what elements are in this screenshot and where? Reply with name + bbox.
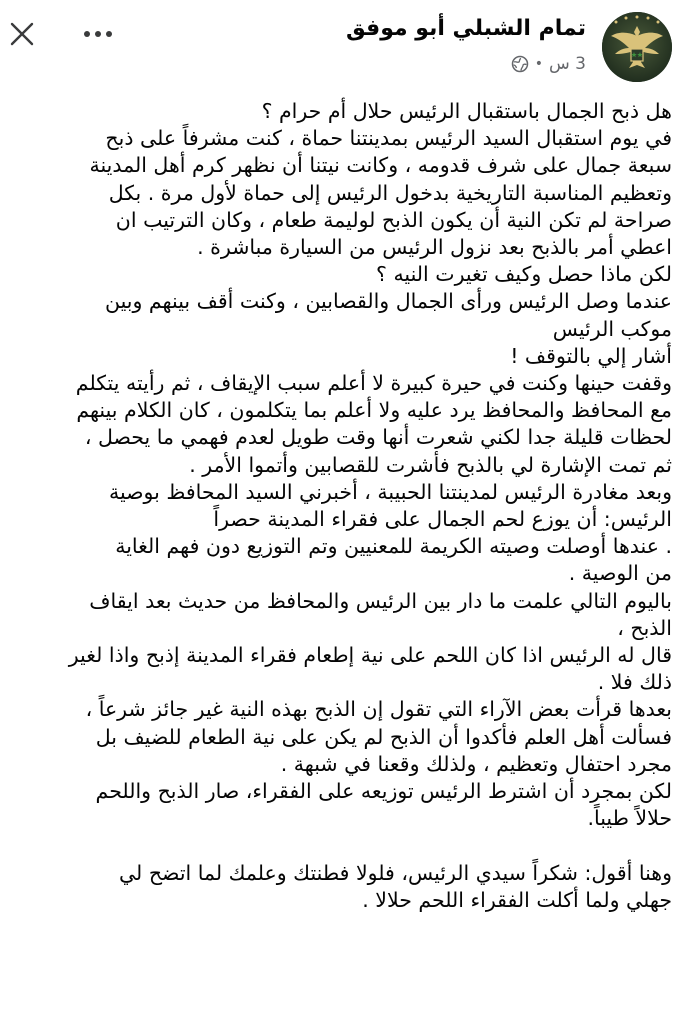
post-line: سبعة جمال على شرف قدومه ، وكانت نيتنا أن نظهر كرم أهل المدينة: [89, 153, 672, 178]
close-button[interactable]: [6, 18, 38, 50]
post-line: وتعظيم المناسبة التاريخية بدخول الرئيس إلى حماة لأول مرة . بكل: [108, 180, 672, 205]
post-line: ذلك فلا .: [597, 670, 672, 695]
post-line: لكن بمجرد أن اشترط الرئيس توزيعه على الفقراء، صار الذبح واللحم: [95, 779, 672, 804]
post-line: مع المحافظ والمحافظ يرد عليه ولا أعلم بما يتكلمون ، كان الكلام بينهم: [76, 398, 672, 423]
globe-icon[interactable]: [511, 55, 529, 73]
post-line: الذبح ،: [617, 615, 672, 640]
author-name[interactable]: تمام الشبلي أبو موفق: [345, 16, 586, 41]
post-line: موكب الرئيس: [552, 316, 672, 341]
post-line: قال له الرئيس اذا كان اللحم على نية إطعام فقراء المدينة إذبح واذا لغير: [68, 643, 672, 668]
post-line: لحظات قليلة جدا لكني شعرت أنها وقت طويل لعدم فهمي ما يحصل ،: [84, 425, 672, 450]
post-line: من الوصية .: [568, 561, 672, 586]
post-line: في يوم استقبال السيد الرئيس بمدينتنا حماة ، كنت مشرفاً على ذبح: [105, 126, 672, 151]
close-icon: [9, 21, 35, 47]
post-line: حلالاً طيباً.: [587, 806, 672, 831]
post-time[interactable]: 3 س: [549, 54, 586, 74]
post-meta: [511, 54, 586, 74]
post-line: صراحة لم تكن النية أن يكون الذبح لوليمة طعام ، وكان الترتيب ان: [115, 207, 672, 232]
more-options-button[interactable]: [78, 18, 118, 50]
eagle-emblem-icon: [602, 12, 672, 82]
post-line: جهلي ولما أكلت الفقراء اللحم حلالا .: [362, 887, 672, 912]
post-line: مجرد احتفال وتعظيم ، ولذلك وقعنا في شبهة .: [280, 751, 672, 776]
post-line: ثم تمت الإشارة لي بالذبح فأشرت للقصابين وأتموا الأمر .: [189, 452, 672, 477]
post-line: . عندها أوصلت وصيته الكريمة للمعنيين وتم التوزيع دون فهم الغاية: [115, 534, 672, 559]
post-line: اعطي أمر بالذبح بعد نزول الرئيس من السيارة مباشرة .: [197, 235, 672, 260]
more-icon: [83, 30, 113, 38]
post-line: عندما وصل الرئيس ورأى الجمال والقصابين ، وكنت أقف بينهم وبين: [105, 289, 672, 314]
meta-separator: •: [534, 56, 544, 72]
post-line: باليوم التالي علمت ما دار بين الرئيس والمحافظ من حديث بعد ايقاف: [89, 588, 672, 613]
post-line: أشار إلي بالتوقف !: [510, 343, 672, 368]
post-line: لكن ماذا حصل وكيف تغيرت النيه ؟: [376, 262, 672, 287]
post-line: وقفت حينها وكنت في حيرة كبيرة لا أعلم سبب الإيقاف ، ثم رأيته يتكلم: [75, 371, 672, 396]
avatar[interactable]: [602, 12, 672, 82]
post-line: وهنا أقول: شكراً سيدي الرئيس، فلولا فطنتك وعلمك لما اتضح لي: [118, 860, 672, 885]
post-line: بعدها قرأت بعض الآراء التي تقول إن الذبح بهذه النية غير جائز شرعاً ،: [85, 697, 672, 722]
post-line: فسألت أهل العلم فأكدوا أن الذبح لم يكن على نية الطعام للضيف بل: [95, 724, 672, 749]
post-header: [0, 0, 682, 92]
post-line: وبعد مغادرة الرئيس لمدينتنا الحبيبة ، أخبرني السيد المحافظ بوصية: [108, 479, 672, 504]
post-line: [8, 832, 672, 859]
post-line: الرئيس: أن يوزع لحم الجمال على فقراء المدينة حصراً: [213, 507, 672, 532]
post-line: هل ذبح الجمال باستقبال الرئيس حلال أم حرام ؟: [261, 99, 672, 123]
post-text: [8, 98, 672, 914]
